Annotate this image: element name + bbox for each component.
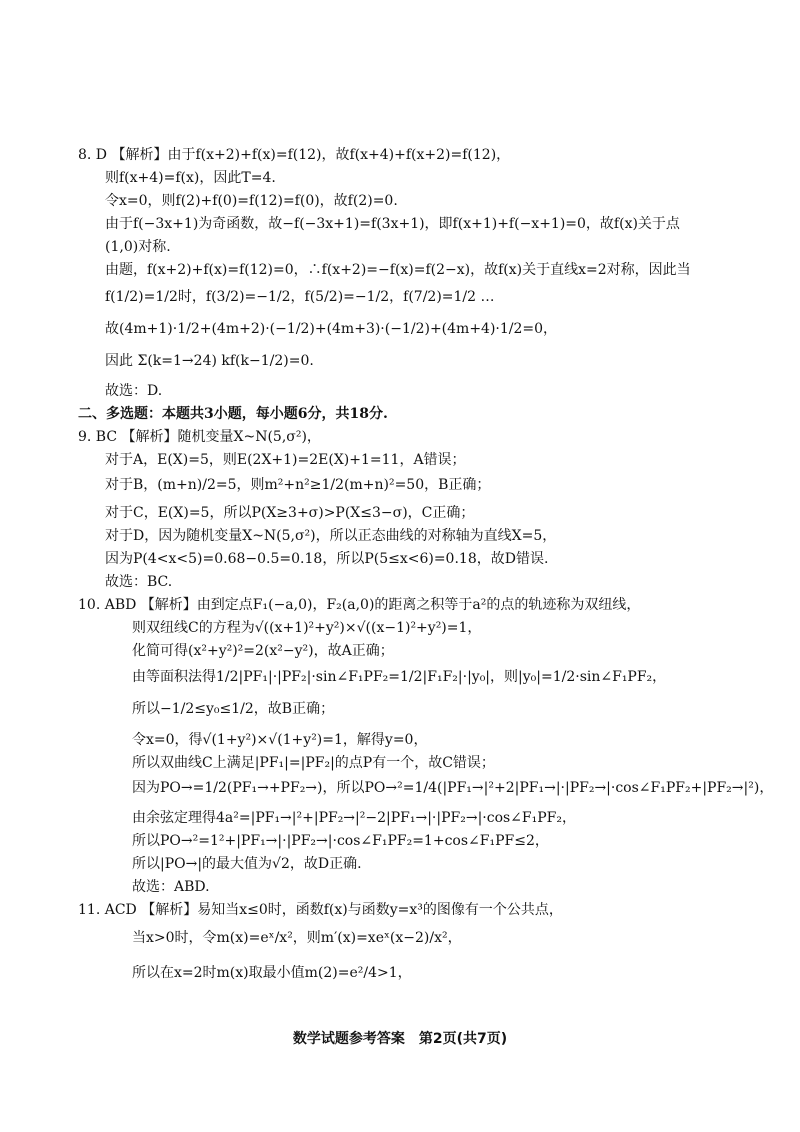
q8-line-5: (1,0)对称. bbox=[105, 239, 171, 255]
q8-line-4: 由于f(−3x+1)为奇函数，故−f(−3x+1)=f(3x+1)，即f(x+1)+f(−x+1)=0，故f(x)关于点 bbox=[105, 216, 680, 232]
q8-line-9: 因此 Σ(k=1→24) kf(k−1/2)=0. bbox=[105, 353, 314, 369]
q10-line-5: 所以−1/2≤y₀≤1/2，故B正确； bbox=[132, 701, 335, 717]
q9-line-6: 因为P(4<x<5)=0.68−0.5=0.18，所以P(5≤x<6)=0.18，故D错误. bbox=[105, 551, 549, 567]
q10-line-7: 所以双曲线C上满足|PF₁|=|PF₂|的点P有一个，故C错误； bbox=[132, 755, 495, 771]
q8-line-3: 令x=0，则f(2)+f(0)=f(12)=f(0)，故f(2)=0. bbox=[105, 193, 398, 209]
q11-line-2: 当x>0时，令m(x)=eˣ/x²，则m′(x)=xeˣ(x−2)/x²， bbox=[132, 930, 462, 946]
q8-line-7: f(1/2)=1/2时，f(3/2)=−1/2，f(5/2)=−1/2，f(7/2)=1/2 … bbox=[105, 289, 495, 305]
q9-line-2: 对于A，E(X)=5，则E(2X+1)=2E(X)+1=11，A错误； bbox=[105, 452, 466, 468]
q10-line-1: 10. ABD 【解析】由到定点F₁(−a,0)，F₂(a,0)的距离之积等于a²的点的轨迹称为双纽线， bbox=[78, 597, 641, 613]
q11-line-1: 11. ACD 【解析】易知当x≤0时，函数f(x)与函数y=x³的图像有一个公共点， bbox=[78, 902, 563, 918]
q8-line-6: 由题，f(x+2)+f(x)=f(12)=0，∴f(x+2)=−f(x)=f(2−x)，故f(x)关于直线x=2对称，因此当 bbox=[105, 262, 691, 278]
q10-line-3: 化简可得(x²+y²)²=2(x²−y²)，故A正确； bbox=[132, 643, 394, 659]
q9-line-5: 对于D，因为随机变量X~N(5,σ²)，所以正态曲线的对称轴为直线X=5， bbox=[105, 528, 557, 544]
q10-line-6: 令x=0，得√(1+y²)×√(1+y²)=1，解得y=0， bbox=[132, 732, 428, 748]
q11-line-3: 所以在x=2时m(x)取最小值m(2)=e²/4>1， bbox=[132, 965, 412, 981]
q8-line-10: 故选：D. bbox=[105, 383, 163, 399]
section-heading-multiple-choice: 二、多选题：本题共3小题，每小题6分，共18分. bbox=[78, 406, 388, 422]
q10-line-9: 由余弦定理得4a²=|PF₁→|²+|PF₂→|²−2|PF₁→|·|PF₂→|·cos∠F₁PF₂， bbox=[132, 810, 576, 826]
q10-line-11: 所以|PO→|的最大值为√2，故D正确. bbox=[132, 856, 362, 872]
q10-line-10: 所以PO→²=1²+|PF₁→|·|PF₂→|·cos∠F₁PF₂=1+cos∠F₁PF≤2， bbox=[132, 833, 549, 849]
q10-line-4: 由等面积法得1/2|PF₁|·|PF₂|·sin∠F₁PF₂=1/2|F₁F₂|·|y₀|，则|y₀|=1/2·sin∠F₁PF₂， bbox=[132, 669, 667, 685]
q9-line-7: 故选：BC. bbox=[105, 574, 173, 590]
page-footer: 数学试题参考答案 第2页(共7页) bbox=[292, 1031, 508, 1047]
q8-line-2: 则f(x+4)=f(x)，因此T=4. bbox=[105, 170, 276, 186]
q9-line-1: 9. BC 【解析】随机变量X~N(5,σ²)， bbox=[78, 429, 321, 445]
q8-line-1: 8. D 【解析】由于f(x+2)+f(x)=f(12)，故f(x+4)+f(x+2)=f(12)， bbox=[78, 147, 511, 163]
q10-line-2: 则双纽线C的方程为√((x+1)²+y²)×√((x−1)²+y²)=1， bbox=[132, 620, 482, 636]
q10-line-12: 故选：ABD. bbox=[132, 879, 210, 895]
q10-line-8: 因为PO→=1/2(PF₁→+PF₂→)，所以PO→²=1/4(|PF₁→|²+2|PF₁→|·|PF₂→|·cos∠F₁PF₂+|PF₂→|²)， bbox=[132, 780, 774, 796]
q8-line-8: 故(4m+1)·1/2+(4m+2)·(−1/2)+(4m+3)·(−1/2)+(4m+4)·1/2=0， bbox=[105, 321, 558, 337]
q9-line-4: 对于C，E(X)=5，所以P(X≥3+σ)>P(X≤3−σ)，C正确； bbox=[105, 505, 475, 521]
q9-line-3: 对于B，(m+n)/2=5，则m²+n²≥1/2(m+n)²=50，B正确； bbox=[105, 477, 491, 493]
